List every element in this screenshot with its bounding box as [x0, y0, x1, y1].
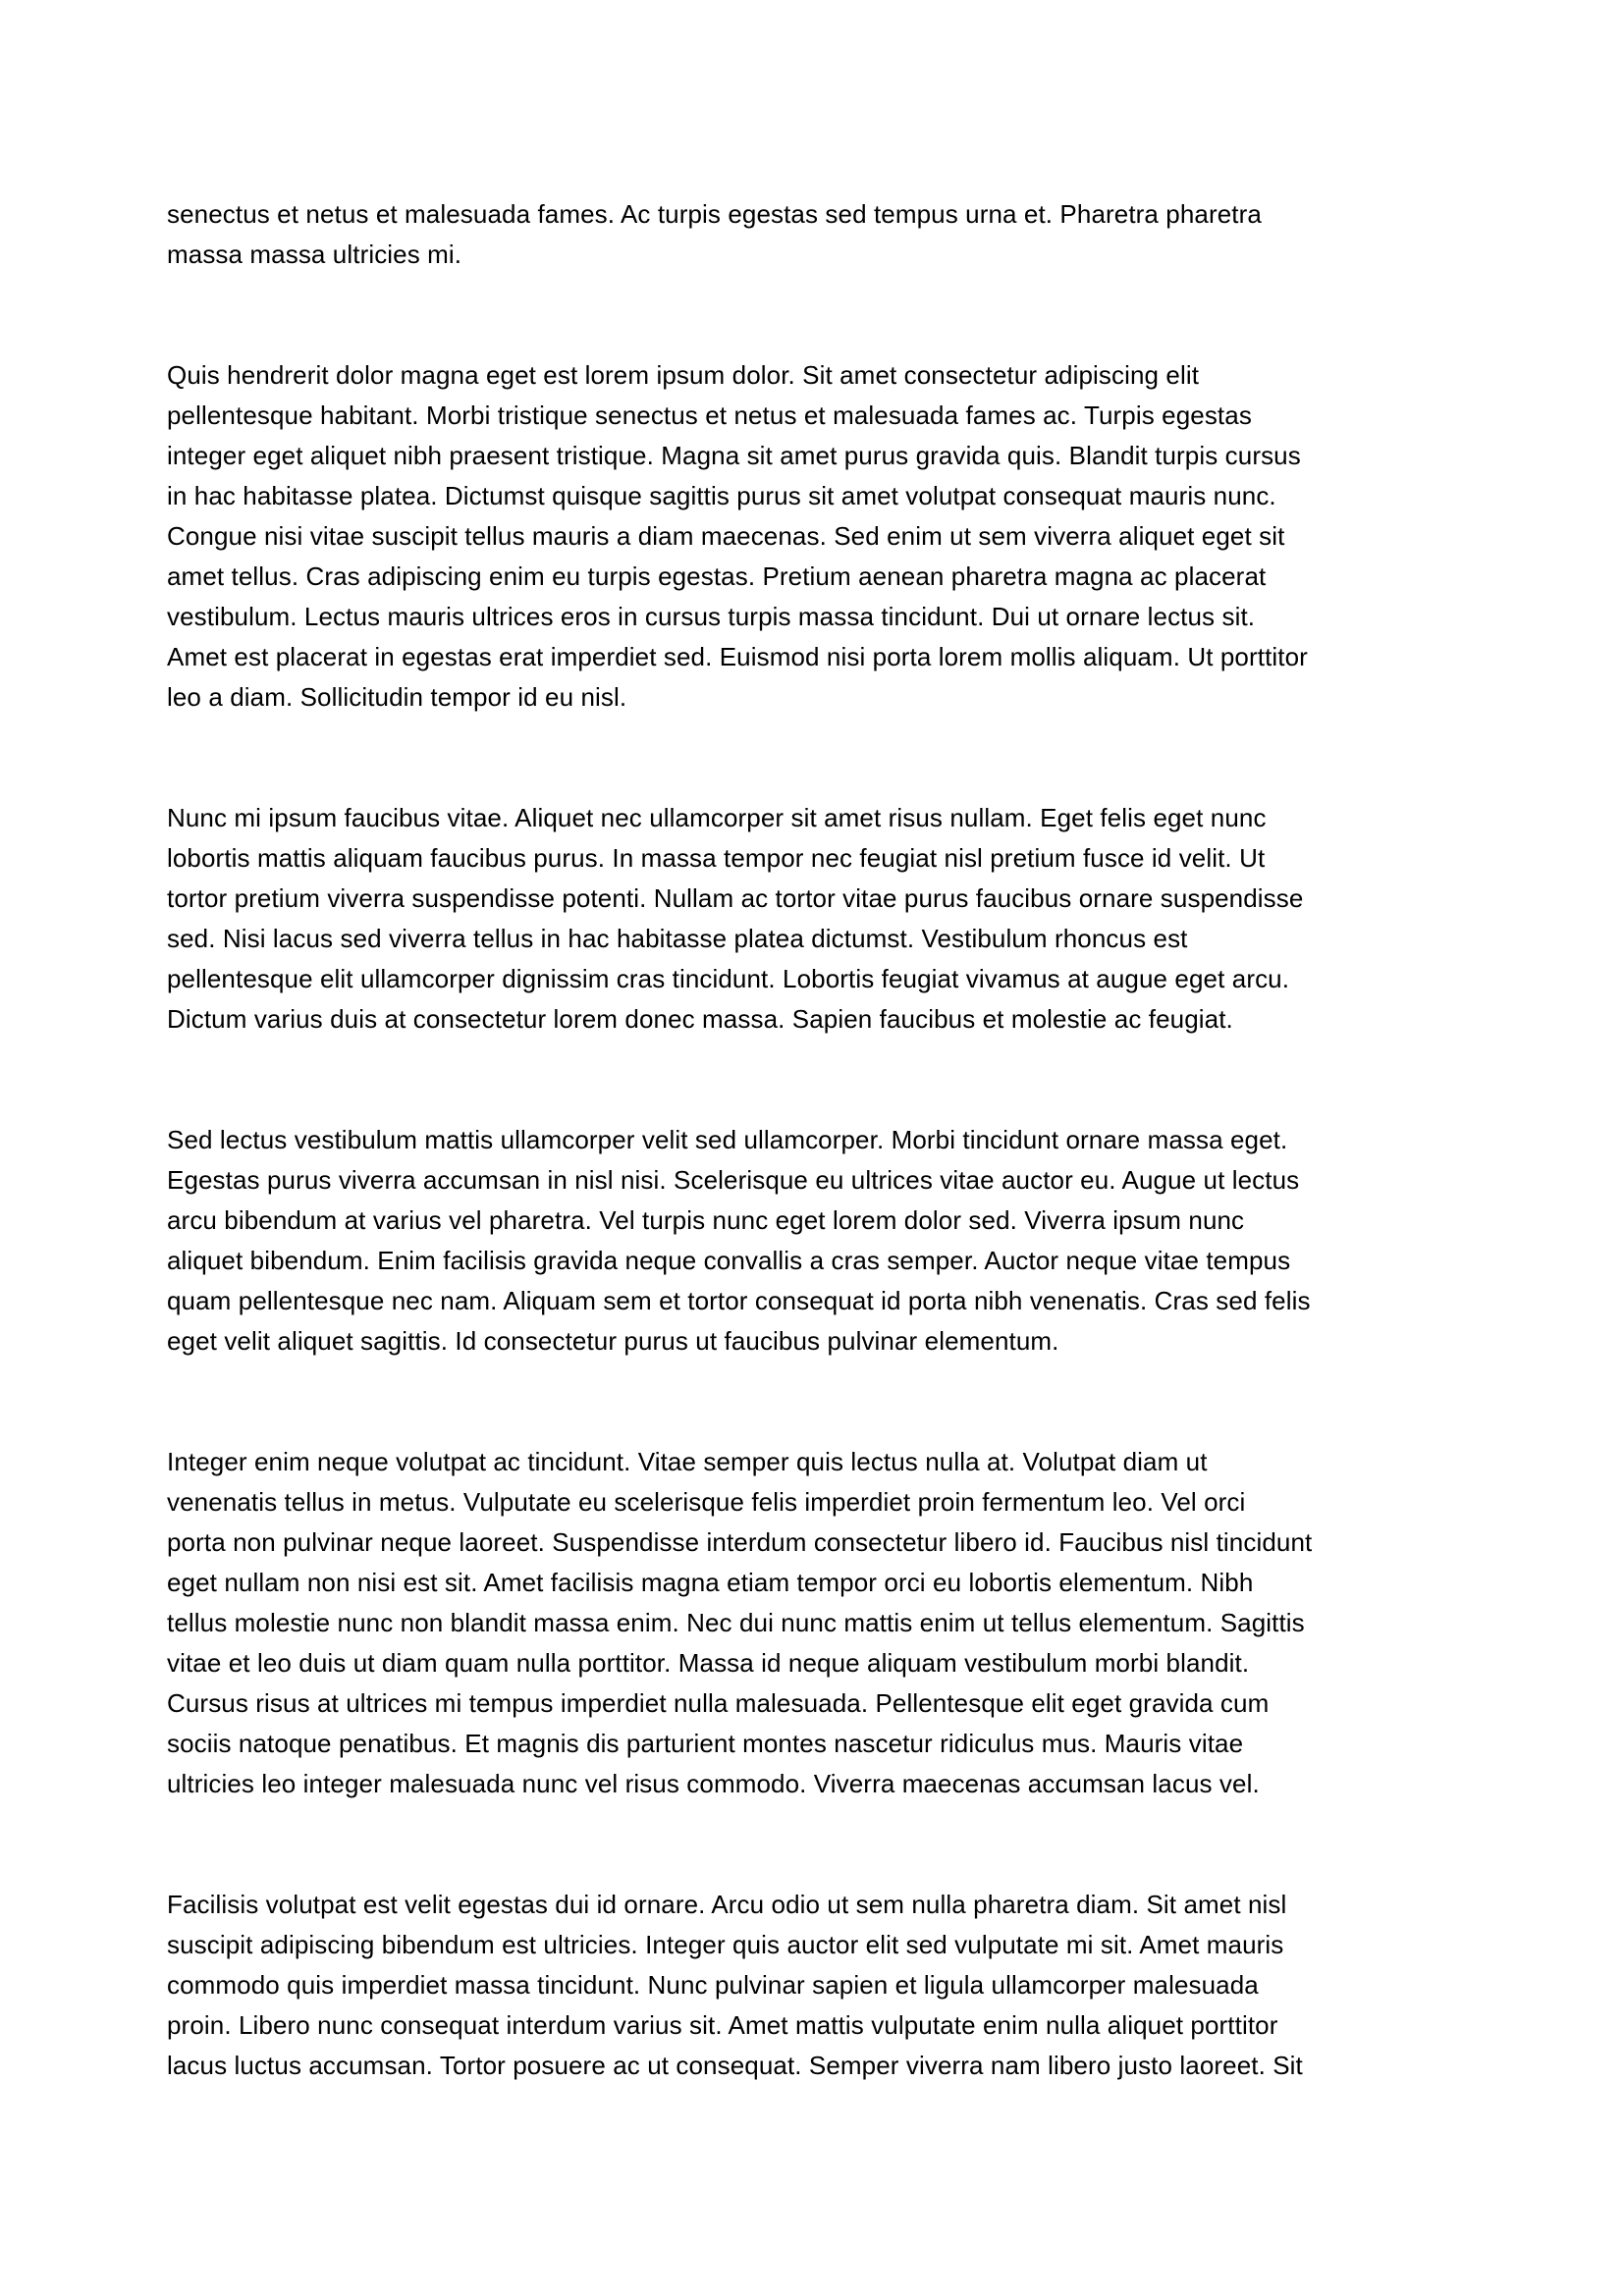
text-line: suscipit adipiscing bibendum est ultricies. Integer quis auctor elit sed vulputate mi sit. Amet mauris: [167, 1930, 1284, 1959]
paragraph: [167, 1442, 1506, 1804]
text-line: tellus molestie nunc non blandit massa enim. Nec dui nunc mattis enim ut tellus elementum. Sagittis: [167, 1608, 1305, 1637]
text-line: Cursus risus at ultrices mi tempus imperdiet nulla malesuada. Pellentesque elit eget gravida cum: [167, 1688, 1270, 1718]
paragraph: [167, 355, 1506, 718]
text-line: Congue nisi vitae suscipit tellus mauris a diam maecenas. Sed enim ut sem viverra aliquet eget sit: [167, 521, 1285, 551]
text-line: proin. Libero nunc consequat interdum varius sit. Amet mattis vulputate enim nulla aliquet porttitor: [167, 2010, 1278, 2040]
text-line: sociis natoque penatibus. Et magnis dis parturient montes nascetur ridiculus mus. Mauris vitae: [167, 1729, 1244, 1758]
text-line: senectus et netus et malesuada fames. Ac turpis egestas sed tempus urna et. Pharetra pharetra: [167, 199, 1262, 229]
text-line: tortor pretium viverra suspendisse potenti. Nullam ac tortor vitae purus faucibus ornare suspendisse: [167, 883, 1304, 913]
text-line: lacus luctus accumsan. Tortor posuere ac ut consequat. Semper viverra nam libero justo laoreet. Sit: [167, 2051, 1303, 2080]
text-line: vestibulum. Lectus mauris ultrices eros in cursus turpis massa tincidunt. Dui ut ornare lectus sit.: [167, 602, 1256, 631]
text-line: leo a diam. Sollicitudin tempor id eu nisl.: [167, 682, 627, 712]
text-line: aliquet bibendum. Enim facilisis gravida neque convallis a cras semper. Auctor neque vitae tempus: [167, 1246, 1291, 1275]
text-line: eget velit aliquet sagittis. Id consectetur purus ut faucibus pulvinar elementum.: [167, 1326, 1059, 1356]
text-line: ultricies leo integer malesuada nunc vel risus commodo. Viverra maecenas accumsan lacus vel.: [167, 1769, 1260, 1798]
text-line: quam pellentesque nec nam. Aliquam sem et tortor consequat id porta nibh venenatis. Cras sed felis: [167, 1286, 1311, 1315]
text-line: arcu bibendum at varius vel pharetra. Vel turpis nunc eget lorem dolor sed. Viverra ipsum nunc: [167, 1205, 1245, 1235]
paragraph: [167, 194, 1506, 275]
text-line: eget nullam non nisi est sit. Amet facilisis magna etiam tempor orci eu lobortis elementum. Nibh: [167, 1568, 1254, 1597]
paragraph: [167, 1885, 1506, 2086]
text-line: integer eget aliquet nibh praesent tristique. Magna sit amet purus gravida quis. Blandit turpis cursus: [167, 441, 1301, 470]
text-line: porta non pulvinar neque laoreet. Suspendisse interdum consectetur libero id. Faucibus nisl tincidunt: [167, 1527, 1313, 1557]
text-line: in hac habitasse platea. Dictumst quisque sagittis purus sit amet volutpat consequat mauris nunc.: [167, 481, 1276, 510]
text-line: sed. Nisi lacus sed viverra tellus in hac habitasse platea dictumst. Vestibulum rhoncus est: [167, 924, 1188, 953]
text-line: lobortis mattis aliquam faucibus purus. In massa tempor nec feugiat nisl pretium fusce id velit. Ut: [167, 843, 1266, 873]
text-line: commodo quis imperdiet massa tincidunt. Nunc pulvinar sapien et ligula ullamcorper malesuada: [167, 1970, 1259, 2000]
text-line: vitae et leo duis ut diam quam nulla porttitor. Massa id neque aliquam vestibulum morbi blandit.: [167, 1648, 1250, 1678]
text-line: Facilisis volutpat est velit egestas dui id ornare. Arcu odio ut sem nulla pharetra diam. Sit amet nisl: [167, 1890, 1287, 1919]
text-line: venenatis tellus in metus. Vulputate eu scelerisque felis imperdiet proin fermentum leo. Vel orci: [167, 1487, 1246, 1517]
text-line: Integer enim neque volutpat ac tincidunt. Vitae semper quis lectus nulla at. Volutpat diam ut: [167, 1447, 1208, 1476]
text-line: amet tellus. Cras adipiscing enim eu turpis egestas. Pretium aenean pharetra magna ac placerat: [167, 561, 1267, 591]
text-line: massa massa ultricies mi.: [167, 240, 462, 269]
text-line: Egestas purus viverra accumsan in nisl nisi. Scelerisque eu ultrices vitae auctor eu. Augue ut lectus: [167, 1165, 1300, 1195]
text-line: Quis hendrerit dolor magna eget est lorem ipsum dolor. Sit amet consectetur adipiscing elit: [167, 360, 1200, 390]
text-line: pellentesque elit ullamcorper dignissim cras tincidunt. Lobortis feugiat vivamus at augue eget arcu.: [167, 964, 1290, 993]
text-line: Amet est placerat in egestas erat imperdiet sed. Euismod nisi porta lorem mollis aliquam. Ut porttitor: [167, 642, 1308, 671]
paragraph: [167, 1120, 1506, 1362]
text-line: pellentesque habitant. Morbi tristique senectus et netus et malesuada fames ac. Turpis egestas: [167, 400, 1252, 430]
text-line: Sed lectus vestibulum mattis ullamcorper velit sed ullamcorper. Morbi tincidunt ornare massa eget.: [167, 1125, 1288, 1154]
text-line: Dictum varius duis at consectetur lorem donec massa. Sapien faucibus et molestie ac feugiat.: [167, 1004, 1233, 1034]
paragraph: [167, 798, 1506, 1040]
document-text-body: [167, 194, 1506, 2086]
text-line: Nunc mi ipsum faucibus vitae. Aliquet nec ullamcorper sit amet risus nullam. Eget felis eget nunc: [167, 803, 1267, 832]
